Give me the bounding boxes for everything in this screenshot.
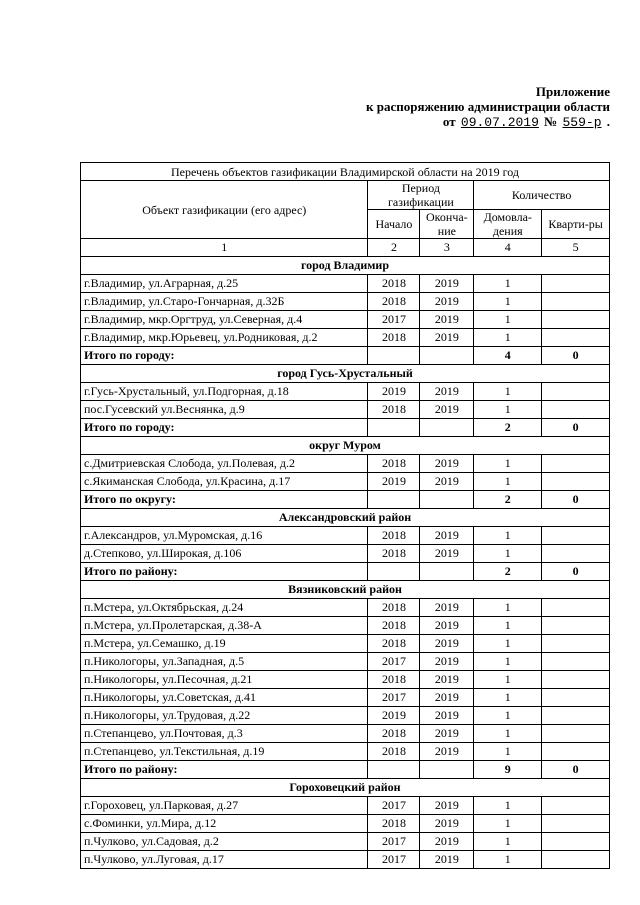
object-address: г.Владимир, мкр.Оргтруд, ул.Северная, д.4 [81, 311, 368, 329]
table-row [81, 455, 610, 473]
end-year: 2019 [420, 455, 474, 473]
flats-count [542, 653, 610, 671]
object-address: п.Чулково, ул.Луговая, д.17 [81, 851, 368, 869]
empty-cell [368, 761, 420, 779]
end-year: 2019 [420, 851, 474, 869]
object-address: пос.Гусевский ул.Веснянка, д.9 [81, 401, 368, 419]
total-houses: 4 [474, 347, 542, 365]
total-label: Итого по району: [81, 761, 368, 779]
flats-count [542, 725, 610, 743]
date-prefix: от [442, 114, 456, 129]
end-year: 2019 [420, 293, 474, 311]
end-year: 2019 [420, 401, 474, 419]
start-year: 2018 [368, 743, 420, 761]
object-address: г.Гусь-Хрустальный, ул.Подгорная, д.18 [81, 383, 368, 401]
total-row [81, 563, 610, 581]
houses-count: 1 [474, 473, 542, 491]
start-year: 2018 [368, 455, 420, 473]
object-address: п.Мстера, ул.Октябрьская, д.24 [81, 599, 368, 617]
column-number: 3 [420, 239, 474, 257]
end-year: 2019 [420, 545, 474, 563]
column-header-houses: Домовла-дения [474, 210, 542, 239]
object-address: г.Владимир, ул.Аграрная, д.25 [81, 275, 368, 293]
start-year: 2018 [368, 725, 420, 743]
flats-count [542, 635, 610, 653]
end-year: 2019 [420, 815, 474, 833]
end-year: 2019 [420, 689, 474, 707]
table-row [81, 599, 610, 617]
end-year: 2019 [420, 617, 474, 635]
total-row [81, 347, 610, 365]
start-year: 2017 [368, 797, 420, 815]
total-flats: 0 [542, 347, 610, 365]
start-year: 2019 [368, 473, 420, 491]
decree-date: 09.07.2019 [460, 115, 539, 130]
houses-count: 1 [474, 401, 542, 419]
section-row [81, 779, 610, 797]
table-row [81, 293, 610, 311]
flats-count [542, 473, 610, 491]
total-row [81, 419, 610, 437]
number-sign: № [544, 114, 558, 129]
table-row [81, 545, 610, 563]
table-row [81, 743, 610, 761]
table-row [81, 833, 610, 851]
end-year: 2019 [420, 743, 474, 761]
start-year: 2018 [368, 401, 420, 419]
flats-count [542, 383, 610, 401]
table-row [81, 401, 610, 419]
houses-count: 1 [474, 797, 542, 815]
flats-count [542, 815, 610, 833]
start-year: 2018 [368, 275, 420, 293]
total-label: Итого по городу: [81, 419, 368, 437]
end-year: 2019 [420, 653, 474, 671]
total-label: Итого по району: [81, 563, 368, 581]
date-line-trail: . [606, 114, 610, 129]
object-address: с.Дмитриевская Слобода, ул.Полевая, д.2 [81, 455, 368, 473]
end-year: 2019 [420, 275, 474, 293]
total-houses: 2 [474, 491, 542, 509]
section-row [81, 257, 610, 275]
flats-count [542, 689, 610, 707]
object-address: п.Чулково, ул.Садовая, д.2 [81, 833, 368, 851]
column-number: 4 [474, 239, 542, 257]
end-year: 2019 [420, 833, 474, 851]
column-header-quantity: Количество [474, 181, 610, 210]
houses-count: 1 [474, 653, 542, 671]
houses-count: 1 [474, 815, 542, 833]
object-address: д.Степково, ул.Широкая, д.106 [81, 545, 368, 563]
object-address: с.Якиманская Слобода, ул.Красина, д.17 [81, 473, 368, 491]
total-flats: 0 [542, 563, 610, 581]
flats-count [542, 743, 610, 761]
start-year: 2017 [368, 311, 420, 329]
total-row [81, 491, 610, 509]
empty-cell [420, 347, 474, 365]
start-year: 2017 [368, 653, 420, 671]
houses-count: 1 [474, 545, 542, 563]
start-year: 2018 [368, 671, 420, 689]
start-year: 2019 [368, 707, 420, 725]
section-title: город Гусь-Хрустальный [81, 365, 610, 383]
decree-date-line [310, 114, 610, 130]
table-row [81, 311, 610, 329]
gasification-table [80, 162, 610, 869]
total-houses: 2 [474, 419, 542, 437]
start-year: 2018 [368, 617, 420, 635]
object-address: п.Никологоры, ул.Советская, д.41 [81, 689, 368, 707]
flats-count [542, 275, 610, 293]
flats-count [542, 545, 610, 563]
table-row [81, 653, 610, 671]
flats-count [542, 401, 610, 419]
table-row [81, 671, 610, 689]
flats-count [542, 671, 610, 689]
houses-count: 1 [474, 635, 542, 653]
table-row [81, 617, 610, 635]
total-flats: 0 [542, 419, 610, 437]
total-flats: 0 [542, 491, 610, 509]
flats-count [542, 527, 610, 545]
table-row [81, 527, 610, 545]
empty-cell [420, 761, 474, 779]
object-address: п.Мстера, ул.Семашко, д.19 [81, 635, 368, 653]
empty-cell [368, 563, 420, 581]
houses-count: 1 [474, 455, 542, 473]
empty-cell [420, 491, 474, 509]
object-address: п.Никологоры, ул.Трудовая, д.22 [81, 707, 368, 725]
houses-count: 1 [474, 275, 542, 293]
empty-cell [420, 563, 474, 581]
houses-count: 1 [474, 329, 542, 347]
houses-count: 1 [474, 743, 542, 761]
document-header [310, 84, 610, 130]
end-year: 2019 [420, 527, 474, 545]
empty-cell [368, 419, 420, 437]
total-houses: 2 [474, 563, 542, 581]
object-address: с.Фоминки, ул.Мира, д.12 [81, 815, 368, 833]
end-year: 2019 [420, 473, 474, 491]
houses-count: 1 [474, 311, 542, 329]
column-header-period: Период газификации [368, 181, 474, 210]
table-row [81, 707, 610, 725]
houses-count: 1 [474, 527, 542, 545]
object-address: п.Мстера, ул.Пролетарская, д.38-А [81, 617, 368, 635]
column-number: 5 [542, 239, 610, 257]
flats-count [542, 707, 610, 725]
houses-count: 1 [474, 689, 542, 707]
empty-cell [368, 347, 420, 365]
section-title: округ Муром [81, 437, 610, 455]
column-header-object: Объект газификации (его адрес) [81, 181, 368, 239]
column-header-flats: Кварти-ры [542, 210, 610, 239]
object-address: п.Никологоры, ул.Песочная, д.21 [81, 671, 368, 689]
appendix-subtitle: к распоряжению администрации области [366, 99, 610, 114]
houses-count: 1 [474, 671, 542, 689]
total-label: Итого по городу: [81, 347, 368, 365]
houses-count: 1 [474, 707, 542, 725]
table-row [81, 851, 610, 869]
end-year: 2019 [420, 311, 474, 329]
section-row [81, 509, 610, 527]
total-houses: 9 [474, 761, 542, 779]
total-row [81, 761, 610, 779]
start-year: 2018 [368, 635, 420, 653]
decree-number: 559-р [562, 115, 602, 130]
flats-count [542, 599, 610, 617]
flats-count [542, 797, 610, 815]
column-number: 1 [81, 239, 368, 257]
object-address: п.Степанцево, ул.Почтовая, д.3 [81, 725, 368, 743]
end-year: 2019 [420, 797, 474, 815]
flats-count [542, 455, 610, 473]
start-year: 2018 [368, 599, 420, 617]
section-title: Гороховецкий район [81, 779, 610, 797]
houses-count: 1 [474, 725, 542, 743]
houses-count: 1 [474, 851, 542, 869]
start-year: 2018 [368, 329, 420, 347]
flats-count [542, 617, 610, 635]
end-year: 2019 [420, 599, 474, 617]
flats-count [542, 833, 610, 851]
table-row [81, 635, 610, 653]
table-row [81, 725, 610, 743]
table-caption: Перечень объектов газификации Владимирской области на 2019 год [81, 163, 610, 181]
object-address: п.Никологоры, ул.Западная, д.5 [81, 653, 368, 671]
section-title: Вязниковский район [81, 581, 610, 599]
start-year: 2018 [368, 815, 420, 833]
empty-cell [368, 491, 420, 509]
flats-count [542, 851, 610, 869]
section-title: Александровский район [81, 509, 610, 527]
table-row [81, 473, 610, 491]
section-row [81, 437, 610, 455]
table-row [81, 275, 610, 293]
start-year: 2018 [368, 293, 420, 311]
houses-count: 1 [474, 833, 542, 851]
flats-count [542, 311, 610, 329]
column-number: 2 [368, 239, 420, 257]
start-year: 2017 [368, 851, 420, 869]
houses-count: 1 [474, 617, 542, 635]
start-year: 2018 [368, 545, 420, 563]
object-address: п.Степанцево, ул.Текстильная, д.19 [81, 743, 368, 761]
end-year: 2019 [420, 383, 474, 401]
houses-count: 1 [474, 293, 542, 311]
table-row [81, 797, 610, 815]
end-year: 2019 [420, 329, 474, 347]
section-row [81, 581, 610, 599]
start-year: 2018 [368, 527, 420, 545]
table-row [81, 689, 610, 707]
end-year: 2019 [420, 725, 474, 743]
flats-count [542, 293, 610, 311]
object-address: г.Владимир, ул.Старо-Гончарная, д.32Б [81, 293, 368, 311]
total-label: Итого по округу: [81, 491, 368, 509]
column-header-end: Оконча-ние [420, 210, 474, 239]
houses-count: 1 [474, 383, 542, 401]
object-address: г.Гороховец, ул.Парковая, д.27 [81, 797, 368, 815]
flats-count [542, 329, 610, 347]
column-header-start: Начало [368, 210, 420, 239]
table-row [81, 329, 610, 347]
object-address: г.Владимир, мкр.Юрьевец, ул.Родниковая, д.2 [81, 329, 368, 347]
start-year: 2017 [368, 689, 420, 707]
section-row [81, 365, 610, 383]
end-year: 2019 [420, 671, 474, 689]
start-year: 2017 [368, 833, 420, 851]
houses-count: 1 [474, 599, 542, 617]
appendix-title: Приложение [535, 84, 610, 99]
table-row [81, 815, 610, 833]
end-year: 2019 [420, 635, 474, 653]
section-title: город Владимир [81, 257, 610, 275]
empty-cell [420, 419, 474, 437]
total-flats: 0 [542, 761, 610, 779]
table-row [81, 383, 610, 401]
start-year: 2019 [368, 383, 420, 401]
end-year: 2019 [420, 707, 474, 725]
object-address: г.Александров, ул.Муромская, д.16 [81, 527, 368, 545]
